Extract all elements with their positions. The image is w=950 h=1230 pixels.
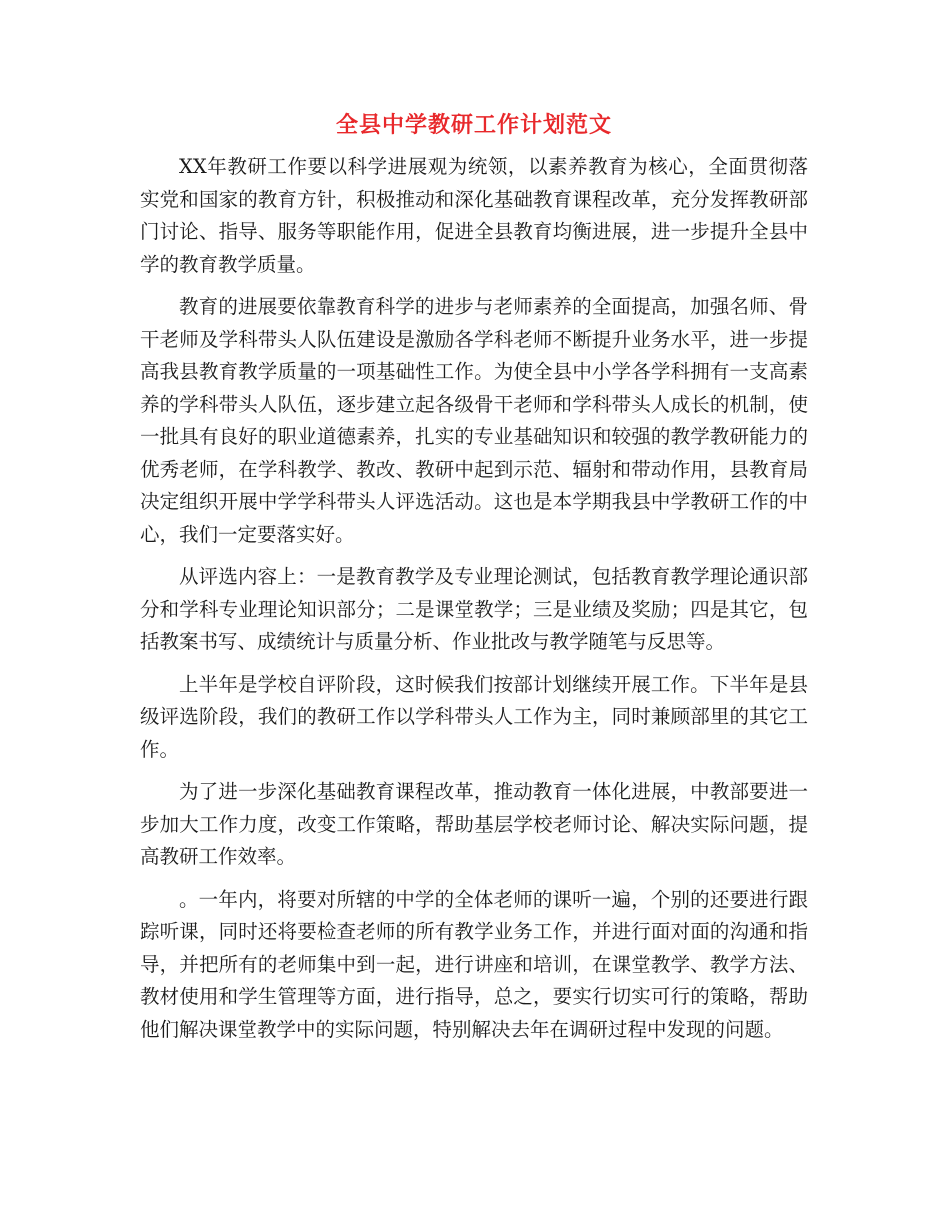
document-page xyxy=(140,110,808,1056)
document-title: 全县中学教研工作计划范文 xyxy=(335,112,612,138)
paragraph-2: 教育的进展要依靠教育科学的进步与老师素养的全面提高，加强名师、骨干老师及学科带头人队伍建设是激励各学科老师不断提升业务水平，进一步提高我县教育教学质量的一项基础性工作。为使全县中小学各学科拥有一支高素养的学科带头人队伍，逐步建立起各级骨干老师和学科带头人成长的机制，使一批具有良好的职业道德素养，扎实的专业基础知识和较强的教学教研能力的优秀老师，在学科教学、教改、教研中起到示范、辐射和带动作用，县教育局决定组织开展中学学科带头人评选活动。这也是本学期我县中学教研工作的中心，我们一定要落实好。 xyxy=(140,295,808,546)
paragraph-4: 上半年是学校自评阶段，这时候我们按部计划继续开展工作。下半年是县级评选阶段，我们的教研工作以学科带头人工作为主，同时兼顾部里的其它工作。 xyxy=(140,672,808,761)
paragraph-3: 从评选内容上：一是教育教学及专业理论测试，包括教育教学理论通识部分和学科专业理论知识部分；二是课堂教学；三是业绩及奖励；四是其它，包括教案书写、成绩统计与质量分析、作业批改与教学随笔与反思等。 xyxy=(140,565,808,653)
paragraph-6: 。一年内，将要对所辖的中学的全体老师的课听一遍，个别的还要进行跟踪听课，同时还将要检查老师的所有教学业务工作，并进行面对面的沟通和指导，并把所有的老师集中到一起，进行讲座和培训，在课堂教学、教学方法、教材使用和学生管理等方面，进行指导，总之，要实行切实可行的策略，帮助他们解决课堂教学中的实际问题，特别解决去年在调研过程中发现的问题。 xyxy=(140,887,808,1041)
paragraph-5: 为了进一步深化基础教育课程改革，推动教育一体化进展，中教部要进一步加大工作力度，改变工作策略，帮助基层学校老师讨论、解决实际问题，提高教研工作效率。 xyxy=(140,780,808,868)
paragraph-1: XX年教研工作要以科学进展观为统领，以素养教育为核心，全面贯彻落实党和国家的教育方针，积极推动和深化基础教育课程改革，充分发挥教研部门讨论、指导、服务等职能作用，促进全县教育均衡进展，进一步提升全县中学的教育教学质量。 xyxy=(140,155,808,276)
